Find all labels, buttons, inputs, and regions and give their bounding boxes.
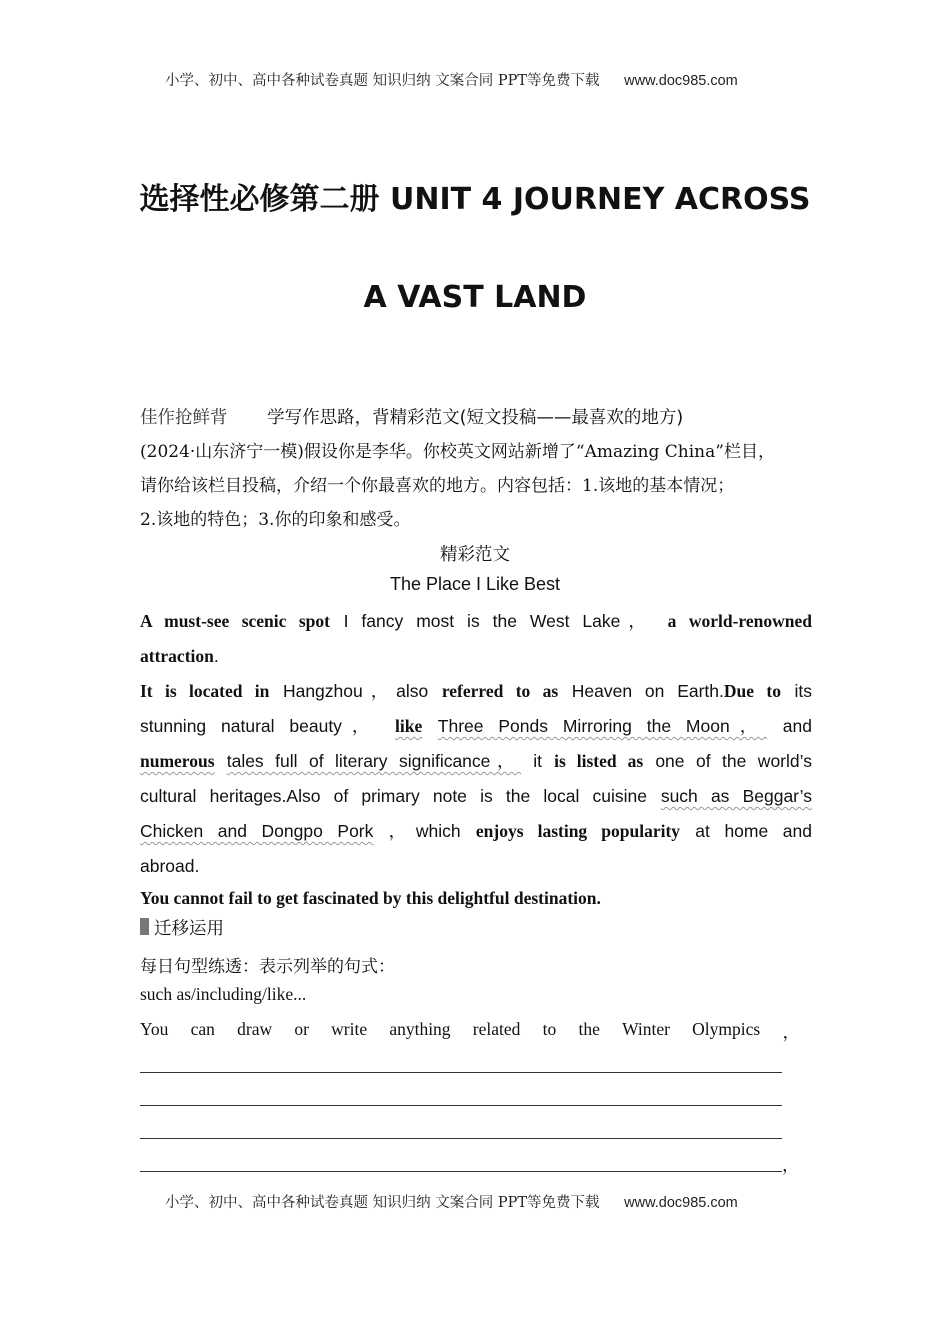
key-phrase: It is located in — [140, 681, 270, 701]
essay-text: Chicken and Dongpo Pork — [140, 821, 374, 841]
answer-blank[interactable] — [140, 1138, 782, 1139]
practice-heading — [140, 915, 224, 940]
sentence-word: You — [140, 1019, 169, 1039]
sentence-word: can — [190, 1019, 215, 1039]
key-phrase: a world-renowned — [667, 611, 812, 631]
sentence-word: to — [542, 1019, 557, 1039]
key-phrase: is listed as — [554, 751, 644, 771]
essay-text: it — [533, 751, 542, 771]
answer-blank[interactable] — [140, 1105, 782, 1106]
section-label: 佳作抢鲜背 — [140, 408, 228, 428]
sentence-word: related — [472, 1019, 521, 1039]
essay-text: ，which — [388, 821, 461, 841]
sentence-word: draw — [237, 1019, 273, 1039]
sentence-word: ， — [782, 1022, 800, 1042]
essay-text: Hangzhou，also — [282, 681, 429, 701]
sentence-word: Olympics — [692, 1019, 761, 1039]
answer-blank[interactable] — [140, 1072, 782, 1073]
section-subtitle: 学写作思路，背精彩范文(短文投稿——最喜欢的地方) — [267, 408, 684, 428]
page-footer — [165, 1191, 738, 1212]
essay-text: one of the world’s — [655, 751, 812, 771]
essay-line — [140, 744, 812, 779]
prompt-line: 请你给该栏目投稿，介绍一个你最喜欢的地方。内容包括：1.该地的基本情况； — [140, 476, 735, 496]
footer-text: 小学、初中、高中各种试卷真题 知识归纳 文案合同 PPT等免费下载 — [165, 1195, 600, 1211]
key-phrase: like — [395, 716, 423, 736]
sentence-word: the — [578, 1019, 600, 1039]
essay-text: at home and — [695, 821, 812, 841]
header-text: 小学、初中、高中各种试卷真题 知识归纳 文案合同 PPT等免费下载 — [165, 73, 600, 89]
essay-line — [140, 674, 812, 709]
essay-closing: You cannot fail to get fascinated by this delightful destination. — [140, 888, 601, 908]
daily-pattern-heading — [140, 952, 395, 977]
header-url[interactable]: www.doc985.com — [624, 73, 738, 89]
essay-text: such as Beggar’s — [660, 786, 812, 806]
essay-body — [140, 604, 812, 915]
essay-text: Three Ponds Mirroring the Moon， — [437, 716, 768, 736]
essay-text: cultural heritages.Also of primary note is the local cuisine — [140, 786, 647, 806]
pattern-text: such as/including/like... — [140, 984, 307, 1004]
essay-text: I fancy most is the West Lake， — [343, 611, 654, 631]
writing-prompt — [140, 435, 812, 537]
essay-text: tales full of literary significance， — [226, 751, 522, 771]
key-phrase: A must-see scenic spot — [140, 611, 330, 631]
section-heading — [140, 404, 683, 429]
essay-line — [140, 814, 812, 849]
essay-line — [140, 639, 812, 674]
essay-line: abroad. — [140, 856, 200, 876]
practice-heading-text: 迁移运用 — [154, 919, 224, 939]
blank-end-mark: ， — [782, 1155, 800, 1175]
page-title-line-2: A VAST LAND — [363, 280, 587, 315]
page-title-line-1: 选择性必修第二册 UNIT 4 JOURNEY ACROSS — [139, 182, 811, 217]
essay-label: 精彩范文 — [440, 545, 510, 565]
key-phrase: referred to as — [441, 681, 559, 701]
key-phrase: attraction — [140, 646, 214, 666]
daily-label: 每日句型练透 — [140, 957, 242, 977]
sentence-word: or — [294, 1019, 309, 1039]
sentence-word: Winter — [622, 1019, 670, 1039]
key-phrase: Due to — [723, 681, 781, 701]
essay-text: and — [782, 716, 812, 736]
essay-text: . — [213, 646, 219, 666]
essay-line — [140, 779, 812, 814]
page-header — [165, 69, 738, 90]
footer-url[interactable]: www.doc985.com — [624, 1195, 738, 1211]
prompt-line: 2.该地的特色；3.你的印象和感受。 — [140, 510, 411, 530]
essay-line — [140, 604, 812, 639]
sentence-word: anything — [389, 1019, 451, 1039]
essay-text: Heaven on Earth. — [571, 681, 724, 701]
key-phrase: numerous — [140, 751, 215, 771]
essay-text: stunning natural beauty， — [140, 716, 380, 736]
key-phrase: enjoys lasting popularity — [475, 821, 681, 841]
essay-text: its — [794, 681, 812, 701]
sentence-word: write — [331, 1019, 368, 1039]
practice-sentence — [140, 1019, 800, 1044]
answer-blank[interactable] — [140, 1171, 782, 1172]
essay-line — [140, 709, 812, 744]
daily-desc: ：表示列举的句式： — [242, 957, 395, 977]
prompt-line: (2024·山东济宁一模)假设你是李华。你校英文网站新增了“Amazing China”栏目， — [140, 442, 775, 462]
essay-title: The Place I Like Best — [389, 574, 561, 594]
bullet-marker — [140, 918, 149, 935]
